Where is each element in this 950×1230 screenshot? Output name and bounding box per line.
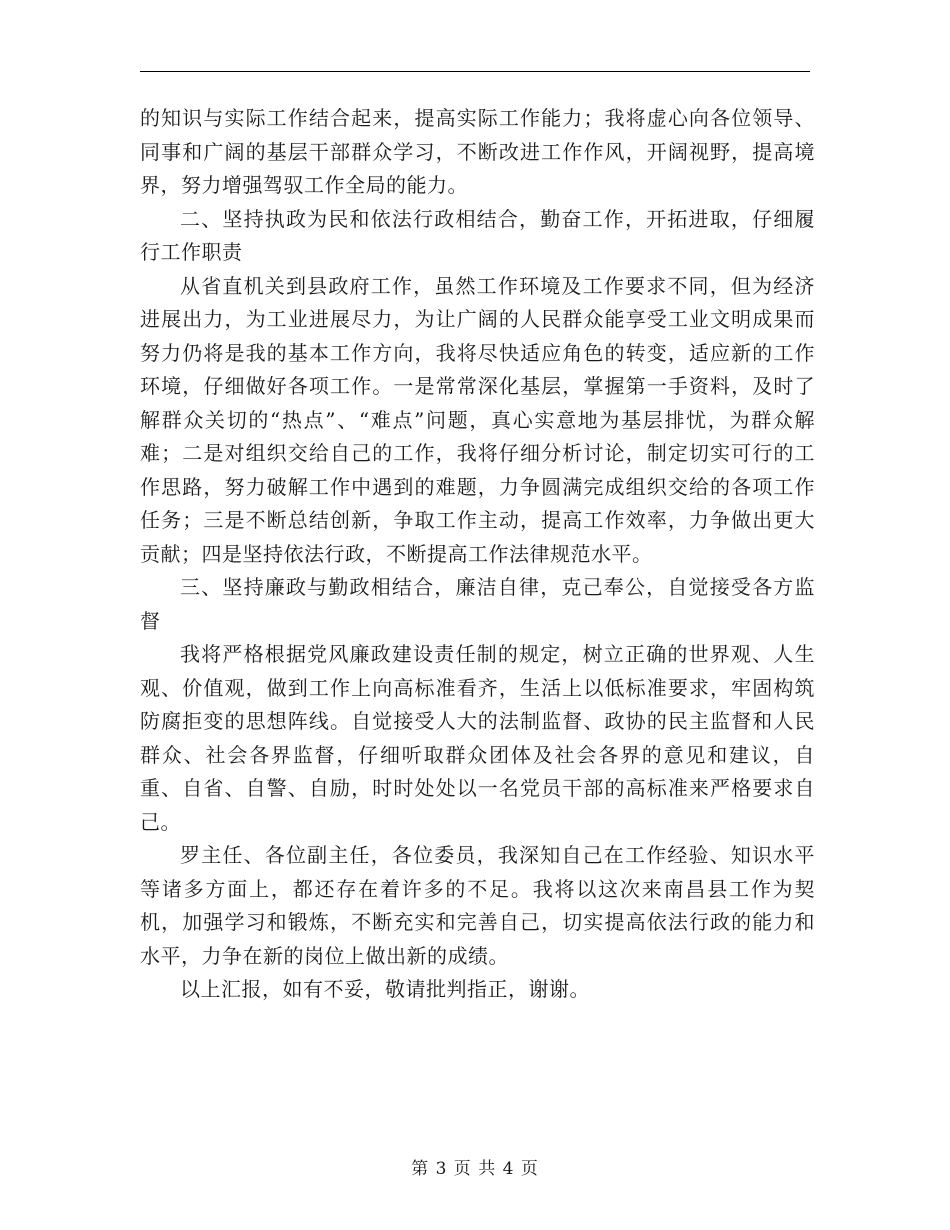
paragraph-sign-off: 以上汇报，如有不妥，敬请批判指正，谢谢。: [180, 977, 590, 1001]
paragraph-closing-remarks: 罗主任、各位副主任，各位委员，我深知自己在工作经验、知识水平等诸多方面上，都还存在着许多的不足。我将以这次来南昌县工作为契机，加强学习和锻炼，不断充实和完善自己，切实提高依法行政的能力和水平，力争在新的岗位上做出新的成绩。: [140, 843, 815, 968]
paragraph-work-plan: 从省直机关到县政府工作，虽然工作环境及工作要求不同，但为经济进展出力，为工业进展尽力，为让广阔的人民群众能享受工业文明成果而努力仍将是我的基本工作方向，我将尽快适应角色的转变，适应新的工作环境，仔细做好各项工作。一是常常深化基层，掌握第一手资料，及时了解群众关切的“热点”、“难点”问题，真心实意地为基层排忧，为群众解难；二是对组织交给自己的工作，我将仔细分析讨论，制定切实可行的工作思路，努力破解工作中遇到的难题，力争圆满完成组织交给的各项工作任务；三是不断总结创新，争取工作主动，提高工作效率，力争做出更大贡献；四是坚持依法行政，不断提高工作法律规范水平。: [140, 273, 815, 566]
header-rule: [140, 71, 810, 72]
paragraph-continuation: 的知识与实际工作结合起来，提高实际工作能力；我将虚心向各位领导、同事和广阔的基层干部群众学习，不断改进工作作风，开阔视野，提高境界，努力增强驾驭工作全局的能力。: [140, 106, 815, 197]
section-heading-2: 二、坚持执政为民和依法行政相结合，勤奋工作，开拓进取，仔细履行工作职责: [140, 206, 815, 264]
section-heading-3: 三、坚持廉政与勤政相结合，廉洁自律，克己奉公，自觉接受各方监督: [140, 575, 815, 633]
paragraph-integrity: 我将严格根据党风廉政建设责任制的规定，树立正确的世界观、人生观、价值观，做到工作上向高标准看齐，生活上以低标准要求，牢固构筑防腐拒变的思想阵线。自觉接受人大的法制监督、政协的民主监督和人民群众、社会各界监督，仔细听取群众团体及社会各界的意见和建议，自重、自省、自警、自励，时时处处以一名党员干部的高标准来严格要求自己。: [140, 642, 815, 834]
page-number-footer: 第 3 页 共 4 页: [411, 1159, 539, 1179]
document-body: [140, 102, 815, 1007]
